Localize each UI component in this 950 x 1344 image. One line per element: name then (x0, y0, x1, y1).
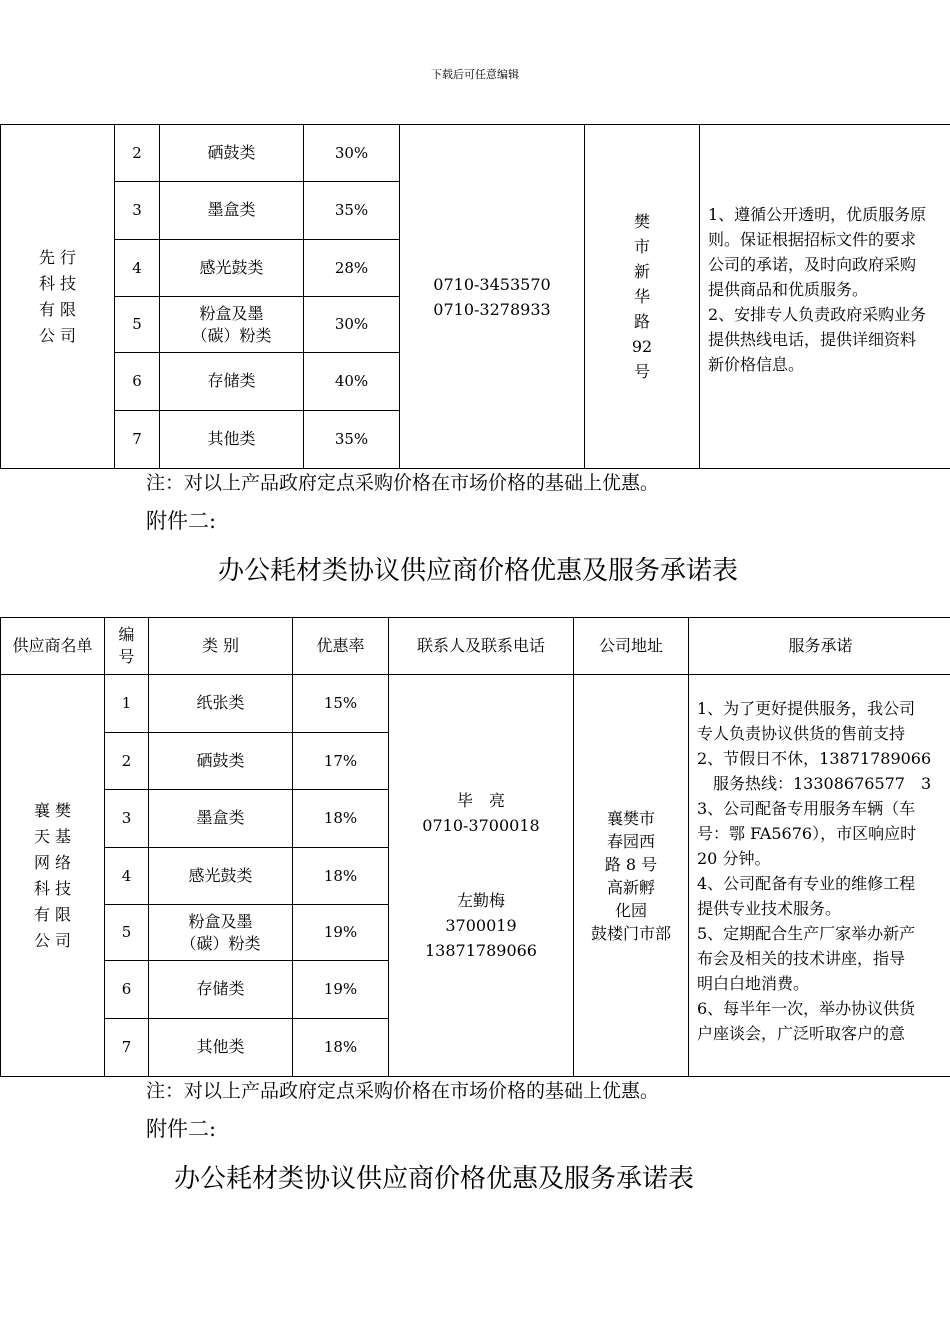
item-number: 6 (115, 353, 160, 411)
item-number: 2 (105, 733, 149, 790)
item-category: 墨盒类 (149, 790, 293, 848)
item-number: 7 (115, 411, 160, 469)
item-number: 7 (105, 1019, 149, 1077)
item-number: 6 (105, 961, 149, 1019)
note-2: 注：对以上产品政府定点采购价格在市场价格的基础上优惠。 (146, 1080, 660, 1102)
supplier-name: 襄 樊 天 基 网 络 科 技 有 限 公 司 (1, 675, 105, 1077)
table-header-row (1, 618, 950, 675)
item-number: 2 (115, 125, 160, 182)
item-number: 4 (115, 240, 160, 297)
item-category: 粉盒及墨 （碳）粉类 (149, 905, 293, 961)
company-address: 襄樊市 春园西 路 8 号 高新孵 化园 鼓楼门市部 (574, 675, 689, 1077)
table-row (1, 675, 950, 733)
company-address: 樊 市 新 华 路 92 号 (585, 125, 700, 469)
item-rate: 15% (293, 675, 389, 733)
attachment-label-2: 附件二: (146, 1117, 217, 1141)
item-category: 感光鼓类 (149, 848, 293, 905)
item-category: 存储类 (149, 961, 293, 1019)
header-supplier: 供应商名单 (1, 618, 105, 675)
table-row (1, 125, 950, 182)
item-rate: 28% (304, 240, 400, 297)
supplier-name: 先 行 科 技 有 限 公 司 (1, 125, 115, 469)
item-category: 纸张类 (149, 675, 293, 733)
item-rate: 40% (304, 353, 400, 411)
item-category: 硒鼓类 (160, 125, 304, 182)
item-rate: 19% (293, 961, 389, 1019)
header-category: 类 别 (149, 618, 293, 675)
item-category: 墨盒类 (160, 182, 304, 240)
item-rate: 30% (304, 297, 400, 353)
item-rate: 30% (304, 125, 400, 182)
item-category: 硒鼓类 (149, 733, 293, 790)
service-commitment: 1、为了更好提供服务，我公司 专人负责协议供货的售前支持 2、节假日不休，13871789066 服务热线：13308676577 3 3、公司配备专用服务车辆（车 号：鄂 FA5676），市区响应时 20 分钟。 4、公司配备有专业的维修工程 提供专业技术服务。 5、定期配合生产厂家举办新产 布会及相关的技术讲座，指导 明白白地消费。 6、每半年一次，举办协议供货 户座谈会，广泛听取客户的意 (689, 675, 950, 1077)
item-category: 其他类 (160, 411, 304, 469)
item-rate: 19% (293, 905, 389, 961)
item-rate: 18% (293, 848, 389, 905)
item-number: 5 (105, 905, 149, 961)
title-2: 办公耗材类协议供应商价格优惠及服务承诺表 (174, 1164, 695, 1194)
service-commitment: 1、遵循公开透明，优质服务原 则。保证根据招标文件的要求 公司的承诺，及时向政府采购 提供商品和优质服务。 2、安排专人负责政府采购业务 提供热线电话，提供详细资料 新价格信息。 (700, 125, 950, 469)
header-rate: 优惠率 (293, 618, 389, 675)
item-number: 3 (115, 182, 160, 240)
table-1 (0, 124, 950, 469)
item-rate: 35% (304, 411, 400, 469)
item-category: 粉盒及墨 （碳）粉类 (160, 297, 304, 353)
contact-info: 毕 亮 0710-3700018 左勤梅 3700019 13871789066 (389, 675, 574, 1077)
header-address: 公司地址 (574, 618, 689, 675)
item-rate: 18% (293, 1019, 389, 1077)
page-header: 下载后可任意编辑 (431, 68, 519, 81)
item-rate: 17% (293, 733, 389, 790)
title-1: 办公耗材类协议供应商价格优惠及服务承诺表 (217, 556, 738, 586)
item-rate: 35% (304, 182, 400, 240)
item-number: 1 (105, 675, 149, 733)
item-category: 其他类 (149, 1019, 293, 1077)
table-2 (0, 617, 950, 1077)
item-number: 3 (105, 790, 149, 848)
contact-info: 0710-3453570 0710-3278933 (400, 125, 585, 469)
item-rate: 18% (293, 790, 389, 848)
header-contact: 联系人及联系电话 (389, 618, 574, 675)
attachment-label-1: 附件二: (146, 509, 217, 533)
item-category: 存储类 (160, 353, 304, 411)
header-number: 编 号 (105, 618, 149, 675)
item-number: 5 (115, 297, 160, 353)
header-service: 服务承诺 (689, 618, 950, 675)
item-number: 4 (105, 848, 149, 905)
note-1: 注：对以上产品政府定点采购价格在市场价格的基础上优惠。 (146, 472, 660, 494)
item-category: 感光鼓类 (160, 240, 304, 297)
